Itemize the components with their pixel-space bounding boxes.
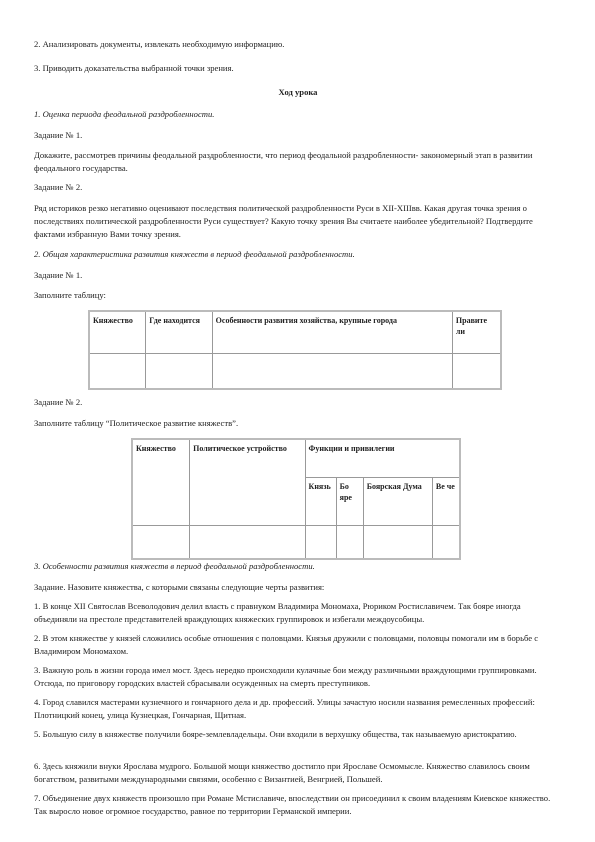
table-political-development <box>131 438 461 560</box>
list-item: 6. Здесь княжили внуки Ярослава мудрого. Большой мощи княжество достигло при Ярославе Осмомысле. Княжество славилось своим богатством, развитыми международными связями, особенно с Византией, Венгрией, Польшей. <box>34 761 530 784</box>
table1-header-rulers: Правите ли <box>452 311 501 353</box>
table2-header-functions: Функции и привилегии <box>305 439 460 477</box>
table2-sub-duma: Боярская Дума <box>363 477 432 525</box>
list-item: 4. Город славился мастерами кузнечного и гончарного дела и др. профессий. Улицы зачастую носили названия ремесленных профессий: Плотницкий конец, улица Кузнецкая, Гончарная, Щитная. <box>34 697 535 720</box>
table1-header-location: Где находится <box>146 311 212 353</box>
table1-cell[interactable] <box>89 353 146 389</box>
table2-cell[interactable] <box>132 525 190 559</box>
list-item: 7. Объединение двух княжеств произошло при Романе Мстиславиче, впоследствии он присоединил к своим владениям Киевское княжество. Так выросло новое огромное государство, равное по территории Германской империи. <box>34 793 551 816</box>
table2-sub-veche: Ве че <box>432 477 460 525</box>
list-item: 3. Важную роль в жизни города имел мост. Здесь нередко происходили кулачные бои между различными враждующими группировками. Отсюда, по приговору городских властей сбрасывали осужденных на смерть преступников. <box>34 665 537 688</box>
table1-cell[interactable] <box>212 353 452 389</box>
table2-cell[interactable] <box>190 525 305 559</box>
s3-task-text: Задание. Назовите княжества, с которыми связаны следующие черты развития: <box>34 582 325 592</box>
table2-header-structure: Политическое устройство <box>190 439 305 525</box>
table1-header-principality: Княжество <box>89 311 146 353</box>
table1-header-economy: Особенности развития хозяйства, крупные города <box>212 311 452 353</box>
s2-task1-text: Заполните таблицу: <box>34 290 106 300</box>
table2-cell[interactable] <box>336 525 363 559</box>
section1-title: 1. Оценка периода феодальной раздробленности. <box>34 109 215 119</box>
table2-sub-boyars: Бо яре <box>336 477 363 525</box>
s2-task1-label: Задание № 1. <box>34 270 83 280</box>
s2-task2-text: Заполните таблицу “Политическое развитие княжеств”. <box>34 418 239 428</box>
table2-cell[interactable] <box>432 525 460 559</box>
task1-label: Задание № 1. <box>34 130 83 140</box>
table1-cell[interactable] <box>146 353 212 389</box>
section2-title: 2. Общая характеристика развития княжеств в период феодальной раздробленности. <box>34 249 355 259</box>
table2-header-principality: Княжество <box>132 439 190 525</box>
list-item: 1. В конце XII Святослав Всеволодович делил власть с правнуком Владимира Мономаха, Рюриком Ростиславичем. Так бояре иногда объединяли на престоле представителей враждующих княжеских группировок и избегали междоусобицы. <box>34 601 521 624</box>
table2-sub-prince: Князь <box>305 477 336 525</box>
list-item: 5. Большую силу в княжестве получили бояре-землевладельцы. Они входили в верхушку общества, так называемую аристократию. <box>34 729 517 739</box>
table-principalities <box>88 310 502 390</box>
task1-text: Докажите, рассмотрев причины феодальной раздробленности, что период феодальной раздробленности- закономерный этап в развитии феодального государства. <box>34 150 533 173</box>
task2-label: Задание № 2. <box>34 182 83 192</box>
s2-task2-label: Задание № 2. <box>34 397 83 407</box>
task2-text: Ряд историков резко негативно оценивают последствия политической раздробленности Руси в XII-XIIIвв. Какая другая точка зрения о последствиях политической раздробленности Руси существует? Какую точку зрения Вы считаете наиболее убедительной? Подтвердите фактами избранную Вами точку зрения. <box>34 203 533 239</box>
table2-cell[interactable] <box>363 525 432 559</box>
list-item: 2. В этом княжестве у князей сложились особые отношения с половцами. Князья дружили с половцами, половцы помогали им в борьбе с Владимиром Мономахом. <box>34 633 539 656</box>
table1-cell[interactable] <box>452 353 501 389</box>
objective-2: 2. Анализировать документы, извлекать необходимую информацию. <box>34 39 285 49</box>
lesson-heading: Ход урока <box>278 87 318 97</box>
section3-title: 3. Особенности развития княжеств в период феодальной раздробленности. <box>34 561 315 571</box>
table2-cell[interactable] <box>305 525 336 559</box>
objective-3: 3. Приводить доказательства выбранной точки зрения. <box>34 63 234 73</box>
